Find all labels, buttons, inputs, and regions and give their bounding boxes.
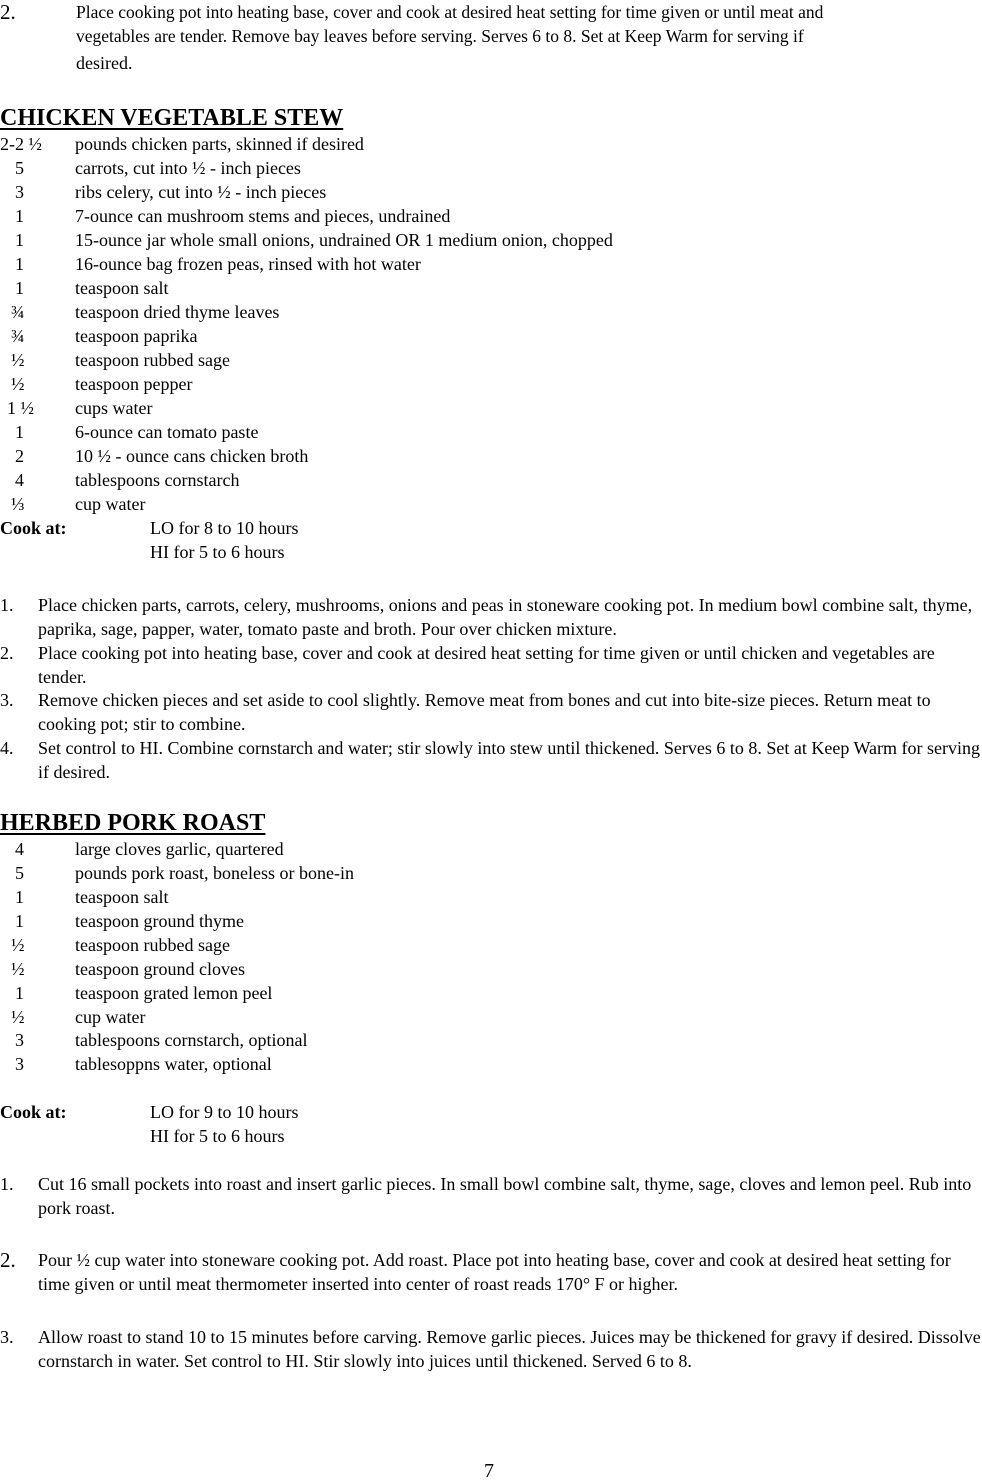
ingredient-desc: teaspoon paprika <box>75 326 198 346</box>
ingredient-row <box>0 180 980 204</box>
ingredient-row <box>0 300 980 324</box>
cook-at-label: Cook at: <box>0 1102 67 1122</box>
ingredient-qty: 1 <box>15 911 24 931</box>
cook-time-value: LO for 9 to 10 hours <box>150 1102 299 1122</box>
step-number: 2. <box>0 0 16 24</box>
step-number: 2. <box>0 643 14 663</box>
ingredient-row <box>0 909 980 933</box>
ingredient-row <box>0 228 980 252</box>
cook-time-lo <box>0 516 600 540</box>
ingredient-qty: ½ <box>11 935 25 955</box>
ingredient-qty: 1 <box>15 887 24 907</box>
step-text: Remove chicken pieces and set aside to cool slightly. Remove meat from bones and cut into bite-size pieces. Return meat to cooking pot; stir to combine. <box>38 690 931 734</box>
recipe-title: HERBED PORK ROAST <box>0 810 266 836</box>
cook-at-label: Cook at: <box>0 518 67 538</box>
ingredient-row <box>0 1005 980 1029</box>
ingredient-desc: 6-ounce can tomato paste <box>75 422 259 442</box>
ingredient-row <box>0 861 980 885</box>
ingredient-desc: ribs celery, cut into ½ - inch pieces <box>75 182 327 202</box>
ingredient-row <box>0 957 980 981</box>
ingredient-qty: 3 <box>15 1054 24 1074</box>
step-text: Cut 16 small pockets into roast and insert garlic pieces. In small bowl combine salt, thyme, sage, cloves and lemon peel. Rub into pork roast. <box>38 1174 972 1218</box>
step-text-line: Place cooking pot into heating base, cover and cook at desired heat setting for time given or until meat and <box>76 2 824 22</box>
ingredient-row <box>0 132 980 156</box>
ingredient-desc: 16-ounce bag frozen peas, rinsed with hot water <box>75 254 421 274</box>
ingredient-qty: 5 <box>15 158 24 178</box>
cook-time-value: HI for 5 to 6 hours <box>150 542 285 562</box>
ingredient-desc: tablespoons cornstarch <box>75 470 240 490</box>
ingredient-qty: ½ <box>11 1007 25 1027</box>
ingredient-row <box>0 156 980 180</box>
step-number: 3. <box>0 1327 14 1347</box>
ingredient-qty: 5 <box>15 863 24 883</box>
ingredient-qty: ½ <box>11 374 25 394</box>
ingredient-qty: 4 <box>15 470 24 490</box>
step-text: Allow roast to stand 10 to 15 minutes before carving. Remove garlic pieces. Juices may be thickened for gravy if desired. Dissolve cornstarch in water. Set control to HI. Stir slowly into juices until thickened. Served 6 to 8. <box>38 1327 981 1371</box>
step-text <box>76 0 976 75</box>
ingredient-desc: teaspoon pepper <box>75 374 193 394</box>
ingredient-row <box>0 276 980 300</box>
ingredient-qty: 1 <box>15 983 24 1003</box>
ingredient-row <box>0 492 980 516</box>
ingredient-row <box>0 981 980 1005</box>
ingredient-qty: 2-2 ½ <box>0 134 42 154</box>
ingredient-qty: 3 <box>15 1030 24 1050</box>
recipe-title: CHICKEN VEGETABLE STEW <box>0 105 344 131</box>
ingredient-desc: teaspoon ground thyme <box>75 911 244 931</box>
ingredient-qty: 2 <box>15 446 24 466</box>
cook-time-hi <box>0 1124 600 1148</box>
ingredient-desc: teaspoon dried thyme leaves <box>75 302 280 322</box>
ingredient-row <box>0 444 980 468</box>
step-text: Place chicken parts, carrots, celery, mushrooms, onions and peas in stoneware cooking pot. In medium bowl combine salt, thyme, paprika, sage, papper, water, tomato paste and broth. Pour over chicken mixture. <box>38 595 973 639</box>
step-number: 2. <box>0 1248 16 1272</box>
ingredient-desc: tablesoppns water, optional <box>75 1054 272 1074</box>
cook-time-value: LO for 8 to 10 hours <box>150 518 299 538</box>
ingredient-row <box>0 252 980 276</box>
ingredient-row <box>0 420 980 444</box>
step-text: Pour ½ cup water into stoneware cooking pot. Add roast. Place pot into heating base, cover and cook at desired heat setting for time given or until meat thermometer inserted into center of roast reads 170° F or higher. <box>38 1250 951 1294</box>
ingredient-qty: 1 <box>15 422 24 442</box>
step-text: Place cooking pot into heating base, cover and cook at desired heat setting for time given or until chicken and vegetables are tender. <box>38 643 935 687</box>
ingredient-row <box>0 396 980 420</box>
ingredient-row <box>0 837 980 861</box>
step-number: 3. <box>0 690 14 710</box>
ingredient-qty: 1 <box>15 230 24 250</box>
ingredient-desc: teaspoon salt <box>75 278 169 298</box>
step-number: 1. <box>0 595 14 615</box>
ingredient-qty: ¾ <box>11 302 25 322</box>
ingredient-row <box>0 372 980 396</box>
step-text-line: desired. <box>76 53 133 73</box>
ingredient-desc: 7-ounce can mushroom stems and pieces, undrained <box>75 206 451 226</box>
ingredient-desc: teaspoon ground cloves <box>75 959 245 979</box>
ingredient-qty: 3 <box>15 182 24 202</box>
ingredient-desc: pounds pork roast, boneless or bone-in <box>75 863 354 883</box>
step-text-line: vegetables are tender. Remove bay leaves before serving. Serves 6 to 8. Set at Keep Warm for serving if <box>76 26 804 46</box>
ingredient-desc: pounds chicken parts, skinned if desired <box>75 134 364 154</box>
ingredient-row <box>0 324 980 348</box>
ingredient-desc: teaspoon rubbed sage <box>75 935 230 955</box>
cook-time-value: HI for 5 to 6 hours <box>150 1126 285 1146</box>
ingredient-qty: 1 ½ <box>7 398 34 418</box>
ingredient-row <box>0 468 980 492</box>
ingredient-qty: ¾ <box>11 326 25 346</box>
ingredient-desc: 15-ounce jar whole small onions, undrained OR 1 medium onion, chopped <box>75 230 613 250</box>
ingredient-qty: 1 <box>15 254 24 274</box>
ingredient-qty: ⅓ <box>11 494 25 514</box>
cook-time-hi <box>0 540 600 564</box>
ingredient-row <box>0 933 980 957</box>
ingredient-qty: ½ <box>11 959 25 979</box>
ingredient-qty: 1 <box>15 206 24 226</box>
ingredient-desc: 10 ½ - ounce cans chicken broth <box>75 446 309 466</box>
ingredient-desc: teaspoon grated lemon peel <box>75 983 273 1003</box>
ingredient-desc: carrots, cut into ½ - inch pieces <box>75 158 301 178</box>
ingredient-desc: cups water <box>75 398 153 418</box>
ingredient-qty: ½ <box>11 350 25 370</box>
ingredient-qty: 4 <box>15 839 24 859</box>
ingredient-desc: teaspoon rubbed sage <box>75 350 230 370</box>
ingredient-desc: cup water <box>75 1007 146 1027</box>
step-text: Set control to HI. Combine cornstarch and water; stir slowly into stew until thickened. Serves 6 to 8. Set at Keep Warm for serving if desired. <box>38 738 981 782</box>
ingredient-desc: teaspoon salt <box>75 887 169 907</box>
ingredient-desc: cup water <box>75 494 146 514</box>
ingredient-row <box>0 348 980 372</box>
ingredient-row <box>0 1028 980 1052</box>
ingredient-qty: 1 <box>15 278 24 298</box>
step-number: 4. <box>0 738 14 758</box>
ingredient-row <box>0 1052 980 1076</box>
page-number: 7 <box>484 1460 494 1482</box>
step-number: 1. <box>0 1174 14 1194</box>
ingredient-desc: large cloves garlic, quartered <box>75 839 284 859</box>
ingredient-row <box>0 885 980 909</box>
cook-time-lo <box>0 1100 600 1124</box>
ingredient-row <box>0 204 980 228</box>
ingredient-desc: tablespoons cornstarch, optional <box>75 1030 308 1050</box>
